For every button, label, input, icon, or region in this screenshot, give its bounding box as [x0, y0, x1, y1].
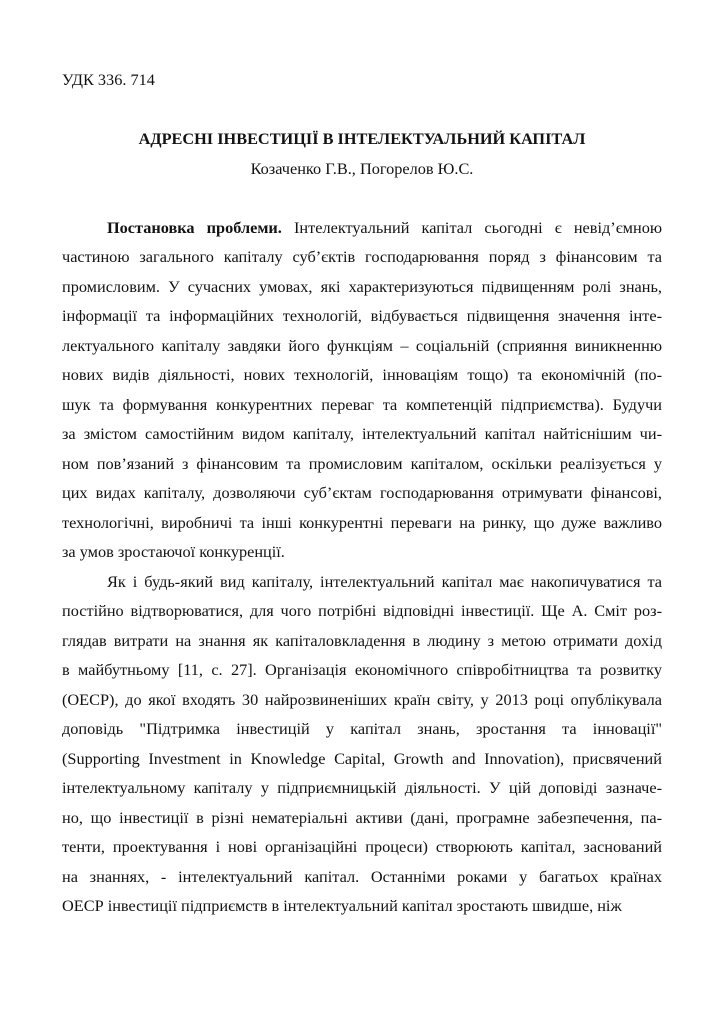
text-line: тенти, проектування і нові організаційні процеси) створюють капітал, заснований: [62, 837, 662, 856]
text-line: в майбутньому [11, с. 27]. Організація економічного співробітництва та розвитку: [62, 660, 662, 679]
text-line: нових видів діяльності, нових технологій, інноваціям тощо) та економічній (по-: [62, 365, 662, 384]
paragraph-capital-accumulation: [62, 567, 662, 921]
text-line: (Supporting Investment in Knowledge Capital, Growth and Innovation), присвячений: [62, 748, 662, 768]
text-line: (ОЕСР), до якої входять 30 найрозвиненіших країн світу, у 2013 році опублікувала: [62, 689, 662, 709]
text-line: на знаннях, - інтелектуальний капітал. Останніми роками у багатьох країнах: [62, 866, 662, 886]
text-line: шук та формування конкурентних переваг та компетенцій підприємства). Будучи: [62, 394, 662, 414]
article-title: АДРЕСНІ ІНВЕСТИЦІЇ В ІНТЕЛЕКТУАЛЬНИЙ КАПІТАЛ: [138, 129, 586, 148]
text-line: глядав витрати на знання як капіталовкладення в людину з метою отримати дохід: [62, 630, 662, 650]
text-line: інформації та інформаційних технологій, відбувається підвищення значення інте-: [62, 306, 662, 325]
text-line: інтелектуальному капіталу у підприємницькій діяльності. У цій доповіді зазначе-: [62, 778, 662, 797]
text-line: ном пов’язаний з фінансовим та промисловим капіталом, оскільки реалізується у: [62, 453, 662, 473]
text-line: частиною загального капіталу суб’єктів господарювання поряд з фінансовим та: [62, 247, 662, 266]
text-line: промисловим. У сучасних умовах, які характеризуються підвищенням ролі знань,: [62, 276, 662, 296]
udk-code: УДК 336. 714: [62, 70, 155, 89]
text-line: доповідь "Підтримка інвестицій у капітал знань, зростання та інновації": [62, 719, 662, 738]
text-line: Як і будь-який вид капіталу, інтелектуальний капітал має накопичуватися та: [107, 571, 662, 591]
blank-line: [62, 95, 662, 125]
text-line: Постановка проблеми. Інтелектуальний капітал сьогодні є невід’ємною: [107, 217, 662, 237]
text-line: за змістом самостійним видом капіталу, інтелектуальний капітал найтіснішим чи-: [62, 424, 662, 443]
text-line: цих видах капіталу, дозволяючи суб’єктам господарювання отримувати фінансові,: [62, 483, 662, 502]
paragraph-problem-statement: [62, 213, 662, 567]
blank-line: [62, 183, 662, 213]
text-line: лектуального капіталу завдяки його функціям – соціальній (сприяння виникненню: [62, 335, 662, 355]
text-line: постійно відтворюватися, для чого потрібні відповідні інвестиції. Ще А. Сміт роз-: [62, 601, 662, 620]
text-line: технологічні, виробничі та інші конкурентні переваги на ринку, що дуже важливо: [62, 512, 662, 532]
text-line: но, що інвестиції в різні нематеріальні активи (дані, програмне забезпечення, па-: [62, 807, 662, 827]
text-line: ОЕСР інвестиції підприємств в інтелектуальний капітал зростають швидше, ніж: [62, 896, 622, 915]
article-authors: Козаченко Г.В., Погорелов Ю.С.: [250, 158, 474, 178]
text-line: за умов зростаючої конкуренції.: [62, 542, 285, 561]
